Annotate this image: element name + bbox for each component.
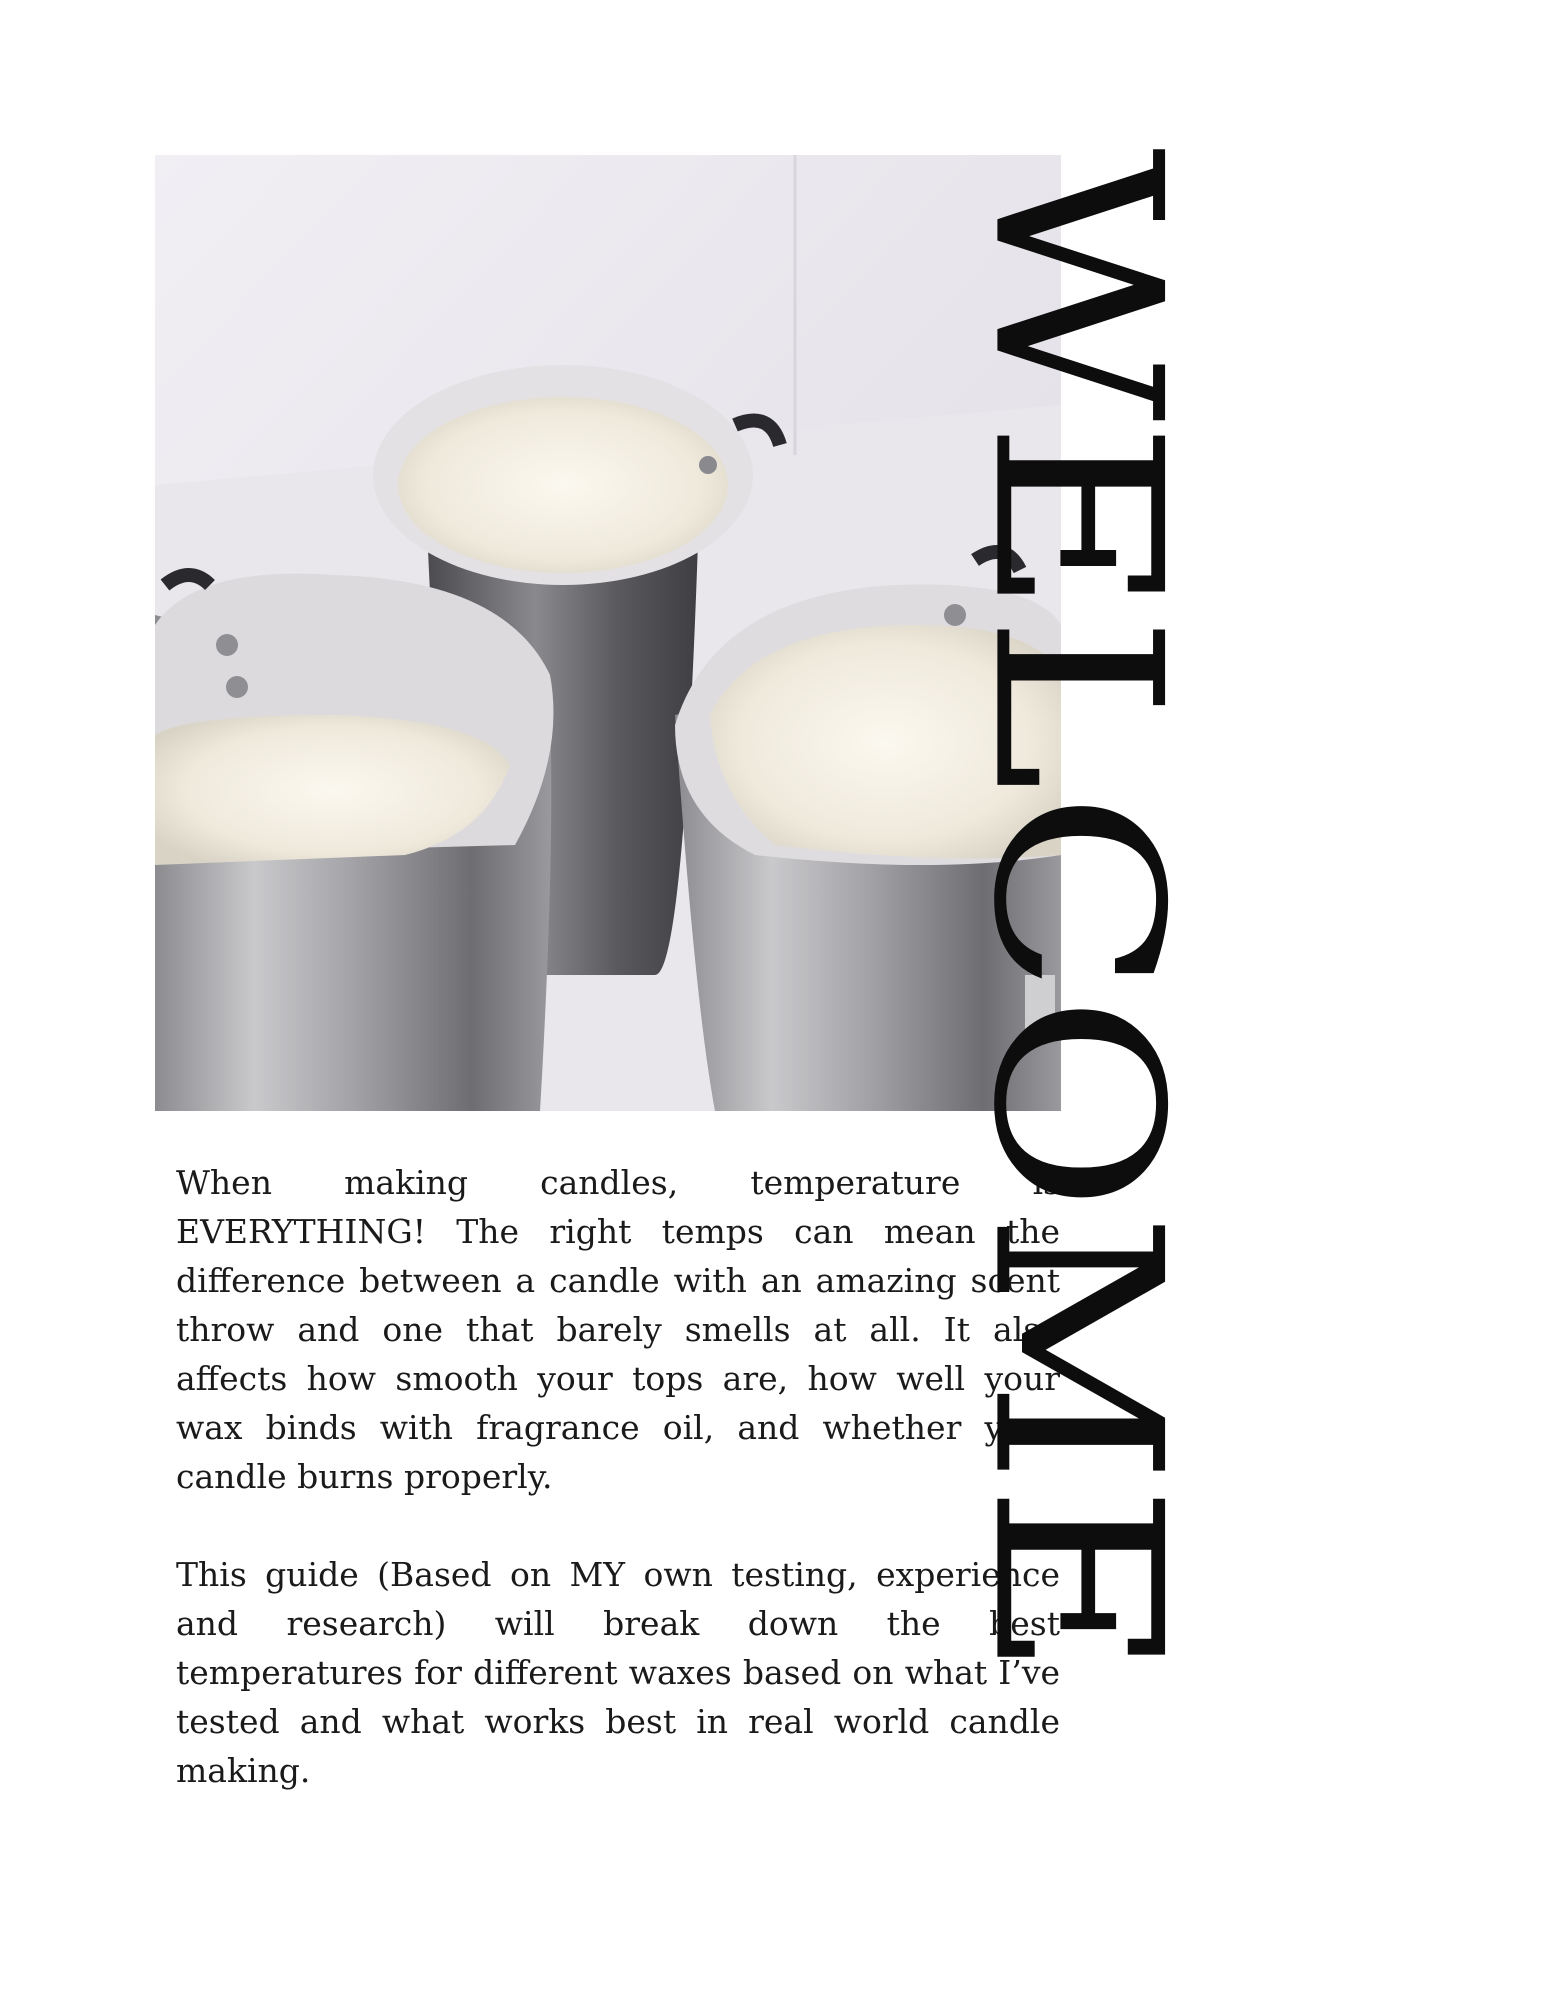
welcome-heading-text: WELCOME — [942, 148, 1210, 1473]
wax-pitchers-photo — [155, 155, 1061, 1111]
wax-pitchers-illustration — [155, 155, 1061, 1111]
welcome-heading — [942, 148, 1380, 1678]
intro-text — [176, 1158, 1060, 1795]
intro-paragraph-2: This guide (Based on MY own testing, experience and research) will break down the best temperatures for different waxes based on what I’ve tested and what works best in real world candle making. — [176, 1555, 1060, 1790]
intro-paragraph-1: When making candles, temperature is EVERYTHING! The right temps can mean the difference between a candle with an amazing scent throw and one that barely smells at all. It also affects how smooth your tops are, how well your wax binds with fragrance oil, and whether your candle burns properly. — [176, 1163, 1060, 1496]
